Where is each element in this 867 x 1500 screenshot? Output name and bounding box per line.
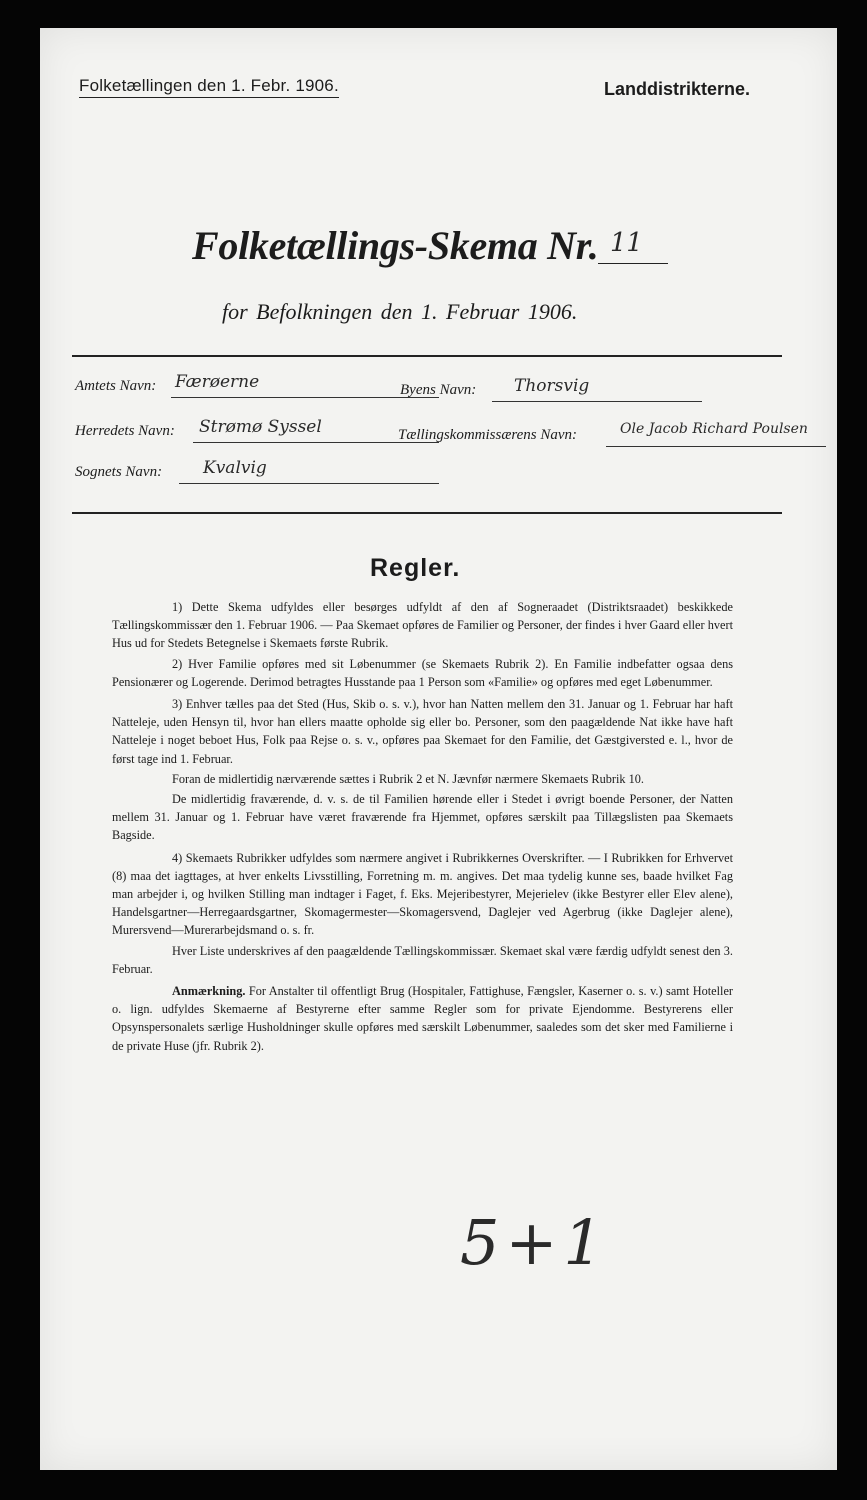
field-herred-value: Strømø Syssel <box>199 417 322 437</box>
field-amt-label: Amtets Navn: <box>75 378 157 394</box>
field-by <box>400 376 590 399</box>
field-amt-value: Færøerne <box>175 372 260 392</box>
rule-paragraph-2: 2) Hver Familie opføres med sit Løbenummer (se Skemaets Rubrik 2). En Familie indbefatter ogsaa dens Pensionærer og Logerende. Derimod betragtes Husstande paa 1 Person som «Familie» og opføres med eget Løbenummer. <box>112 656 733 689</box>
field-by-line <box>492 401 702 402</box>
form-number: 11 <box>610 228 643 258</box>
rule-note-text: For Anstalter til offentligt Brug (Hospitaler, Fattighuse, Fængsler, Kaserner o. s. v.) samt Hoteller o. lign. udfyldes Skemaerne af Bestyrerne efter samme Regler som for private Ejendomme. Bestyrerens eller Opsynspersonalets særlige Husholdninger skulle opføres med særskilt Løbenummer, saaledes som det sker med Familierne i de private Huse (jfr. Rubrik 2). <box>112 984 733 1053</box>
form-title-text: Folketællings-Skema Nr. <box>192 223 599 268</box>
field-sogn-value: Kvalvig <box>203 458 267 478</box>
rule-paragraph-4: 4) Skemaets Rubrikker udfyldes som nærmere angivet i Rubrikkernes Overskrifter. — I Rubrikken for Erhvervet (8) maa det iagttages, at hver enkelts Livsstilling, Forretning m. m. angives. Det maa tydelig kunne ses, baade hvilket Fag man arbejder i, og hvilken Stilling man indtager i Faget, f. Eks. Mejeribestyrer, Mejerielev (ikke Bestyrer eller Elev alene), Handelsgartner—Herregaardsgartner, Skomagermester—Skomagersvend, Daglejer ved Agerbrug (ikke Daglejer alene), Murersvend—Murerarbejdsmand o. s. fr. <box>112 850 733 938</box>
field-amt-line <box>171 397 439 398</box>
field-sogn-label: Sognets Navn: <box>75 464 163 480</box>
rule-note-label: Anmærkning. <box>172 984 246 999</box>
form-title <box>192 222 643 269</box>
form-number-line <box>598 263 668 264</box>
rule-paragraph-1: 1) Dette Skema udfyldes eller besørges udfyldt af den af Sogneraadet (Distriktsraadet) beskikkede Tællingskommissær den 1. Februar 1906. — Paa Skemaet opføres de Familier og Personer, der findes i hver Gaard eller hvert Hus ud for Stedets Betegnelse i Skemaets første Rubrik. <box>112 600 733 651</box>
field-sogn <box>75 458 267 481</box>
field-amt <box>75 372 260 395</box>
rule-paragraph-3: 3) Enhver tælles paa det Sted (Hus, Skib o. s. v.), hvor han Natten mellem den 31. Januar og 1. Februar har haft Natteleje, uden Hensyn til, hvor han ellers maatte opholde sig eller bo. Personer, som den paagældende Nat ikke have haft Natteleje i noget beboet Hus, Folk paa Rejse o. s. v., opføres paa Skemaet for den Familie, det Gæstgiversted e. l., hvor de først tage ind 1. Februar. <box>112 697 733 766</box>
handwritten-count: 5+1 <box>460 1206 609 1279</box>
field-kommissaer <box>398 421 808 444</box>
divider-bottom <box>72 512 782 514</box>
field-by-label: Byens Navn: <box>400 382 477 398</box>
census-date-header: Folketællingen den 1. Febr. 1906. <box>79 76 339 98</box>
field-herred <box>75 417 322 440</box>
rule-paragraph-3-present: Foran de midlertidig nærværende sættes i Rubrik 2 et N. Jævnfør nærmere Skemaets Rubrik 10. <box>172 771 645 786</box>
rule-note <box>112 982 733 1055</box>
field-herred-label: Herredets Navn: <box>75 423 175 439</box>
rules-text <box>112 598 733 1057</box>
field-by-value: Thorsvig <box>514 376 590 396</box>
form-subtitle: for Befolkningen den 1. Februar 1906. <box>222 299 578 324</box>
divider-top <box>72 355 782 357</box>
field-sogn-line <box>179 483 439 484</box>
field-kommissaer-value: Ole Jacob Richard Poulsen <box>620 421 808 437</box>
district-type-header: Landdistrikterne. <box>604 79 751 99</box>
field-kommissaer-label: Tællingskommissærens Navn: <box>398 427 578 443</box>
rule-paragraph-signature: Hver Liste underskrives af den paagældende Tællingskommissær. Skemaet skal være færdig udfyldt senest den 3. Februar. <box>112 943 733 976</box>
field-kommissaer-line <box>606 446 826 447</box>
rule-paragraph-3-absent: De midlertidig fraværende, d. v. s. de til Familien hørende eller i Stedet i øvrigt boende Personer, der Natten mellem 31. Januar og 1. Februar have været fraværende fra Hjemmet, opføres særskilt paa Tillægslisten paa Skemaets Bagside. <box>112 792 733 843</box>
rules-heading: Regler. <box>370 554 461 582</box>
